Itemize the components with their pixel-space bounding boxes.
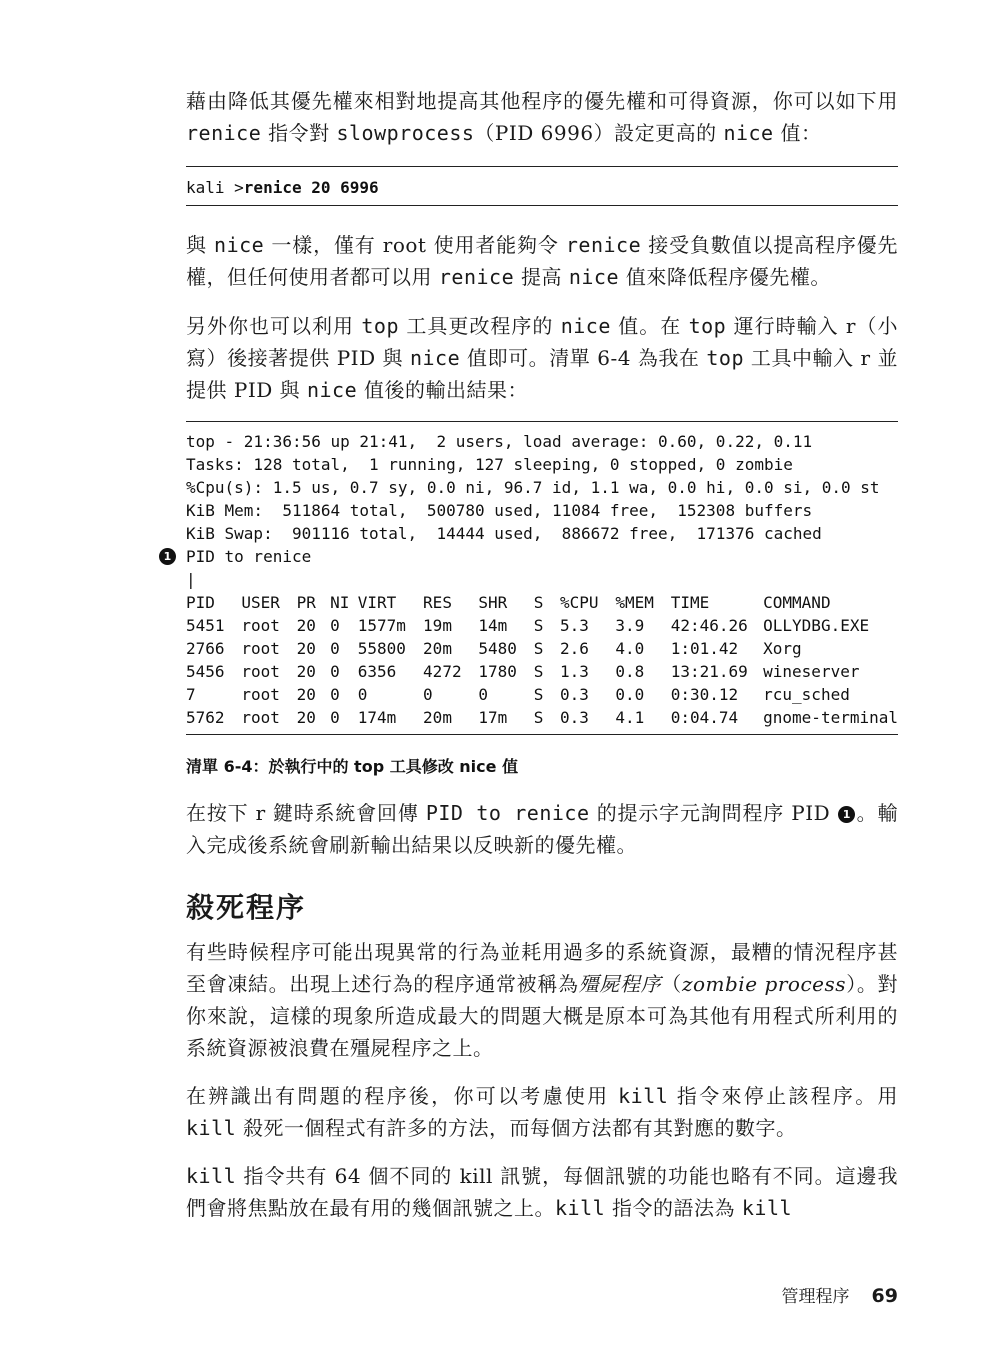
col-header: USER [241,593,280,612]
cell: root [241,616,280,635]
renice-command-block [186,166,898,206]
cell: root [241,639,280,658]
table-row [186,660,898,683]
cell: 17m [478,708,508,727]
cell: 5456 [186,662,225,681]
cell: root [241,662,280,681]
cell: 0.3 [560,708,589,727]
col-header: TIME [670,593,710,612]
cell: S [533,639,544,658]
top-output-listing [163,421,898,735]
table-row [186,614,898,637]
cell: 7 [186,685,196,704]
cell: root [241,685,280,704]
cell: 0.3 [560,685,589,704]
cell: 13:21.69 [670,662,748,681]
command-line: kali >renice 20 6996 [186,178,379,197]
cell: rcu_sched [763,685,850,704]
cell: 0 [330,662,340,681]
col-header: SHR [478,593,508,612]
cell: 55800 [357,639,406,658]
top-cpu-line: %Cpu(s): 1.5 us, 0.7 sy, 0.0 ni, 96.7 id, 1.1 wa, 0.0 hi, 0.0 si, 0.0 st [186,478,880,497]
cell: S [533,708,544,727]
cell: 3.9 [615,616,645,635]
cell: 174m [357,708,397,727]
cell: 4.1 [615,708,645,727]
cell: gnome-terminal [763,708,898,727]
table-header-row [186,591,898,614]
cell: S [533,662,544,681]
col-header: %MEM [615,593,654,612]
cell: 20 [296,708,316,727]
cell: 5.3 [560,616,589,635]
cell: 20 [296,662,316,681]
cell: 0.0 [615,685,645,704]
table-row [186,637,898,660]
section-heading: 殺死程序 [186,891,307,924]
cell: 0 [357,685,368,704]
cell: 20 [296,616,316,635]
top-tasks-line: Tasks: 128 total, 1 running, 127 sleeping, 0 stopped, 0 zombie [186,455,793,474]
cell: 0:04.74 [670,708,739,727]
col-header: RES [423,593,452,612]
col-header: PR [296,593,316,612]
cell: 2.6 [560,639,589,658]
cell: 0 [330,708,340,727]
cell: wineserver [763,662,860,681]
page-footer [782,1282,898,1307]
cell: 20m [423,639,452,658]
cursor-line: | [186,570,196,589]
cell: 0 [423,685,433,704]
page-number: 69 [871,1285,898,1307]
process-table [186,591,898,729]
cell: 4.0 [615,639,645,658]
intro-paragraph-3: 另外你也可以利用 top 工具更改程序的 nice 值。在 top 運行時輸入 r（小寫）後接著提供 PID 與 nice 值即可。清單 6-4 為我在 top 工具中輸入 r 並提供 PID 與 nice 值後的輸出結果： [186,314,898,402]
col-header: VIRT [357,593,397,612]
table-row [186,683,898,706]
kill-intro-paragraph: 有些時候程序可能出現異常的行為並耗用過多的系統資源，最糟的情況程序甚至會凍結。出現上述行為的程序通常被稱為殭屍程序（zombie process）。對你來說，這樣的現象所造成最大的問題大概是原本可為其他有用程式所利用的系統資源被浪費在殭屍程序之上。 [186,940,899,1060]
cell: 0.8 [615,662,645,681]
cell: 6356 [357,662,397,681]
after-listing-paragraph: 在按下 r 鍵時系統會回傳 PID to renice 的提示字元詢問程序 PID 1 。輸入完成後系統會刷新輸出結果以反映新的優先權。 [186,801,899,857]
col-header: PID [186,593,215,612]
listing-caption: 清單 6-4：於執行中的 top 工具修改 nice 值 [186,757,519,776]
cell: 1.3 [560,662,589,681]
cell: 0 [330,616,340,635]
cell: root [241,708,280,727]
cell: 2766 [186,639,225,658]
chapter-title: 管理程序 [781,1287,850,1307]
kill-usage-paragraph: 在辨識出有問題的程序後，你可以考慮使用 kill 指令來停止該程序。用 kill 殺死一個程式有許多的方法，而每個方法都有其對應的數字。 [186,1084,899,1140]
intro-paragraph-1: 藉由降低其優先權來相對地提高其他程序的優先權和可得資源，你可以如下用 renice 指令對 slowprocess（PID 6996）設定更高的 nice 值： [186,89,898,145]
intro-paragraph-2: 與 nice 一樣，僅有 root 使用者能夠令 renice 接受負數值以提高程序優先權，但任何使用者都可以用 renice 提高 nice 值來降低程序優先權。 [186,233,899,289]
cell: 0 [330,639,340,658]
cell: 0 [478,685,489,704]
cell: 1577m [357,616,406,635]
col-header: S [533,593,544,612]
cell: 19m [423,616,452,635]
cell: 20m [423,708,452,727]
callout-1-icon: 1 [838,806,855,823]
cell: 42:46.26 [670,616,748,635]
renice-prompt-line: 1 PID to renice [186,545,898,568]
cell: OLLYDBG.EXE [763,616,870,635]
col-header: COMMAND [763,593,831,612]
top-swap-line: KiB Swap: 901116 total, 14444 used, 886672 free, 171376 cached [186,524,822,543]
cell: 5762 [186,708,225,727]
cell: 20 [296,639,316,658]
col-header: NI [330,593,350,612]
table-row [186,706,898,729]
cell: 0 [330,685,340,704]
cell: 1780 [478,662,517,681]
cell: 5451 [186,616,225,635]
col-header: %CPU [560,593,599,612]
kill-signals-paragraph: kill 指令共有 64 個不同的 kill 訊號，每個訊號的功能也略有不同。這邊我們會將焦點放在最有用的幾個訊號之上。kill 指令的語法為 kill [186,1164,898,1220]
cell: S [533,616,544,635]
cell: Xorg [763,639,802,658]
cell: 0:30.12 [670,685,739,704]
callout-1-icon: 1 [159,548,176,565]
cell: 1:01.42 [670,639,739,658]
cell: 4272 [423,662,462,681]
cell: 20 [296,685,316,704]
cell: S [533,685,544,704]
top-summary-line: top - 21:36:56 up 21:41, 2 users, load average: 0.60, 0.22, 0.11 [186,432,813,451]
cell: 5480 [478,639,517,658]
top-mem-line: KiB Mem: 511864 total, 500780 used, 11084 free, 152308 buffers [186,501,813,520]
cell: 14m [478,616,508,635]
